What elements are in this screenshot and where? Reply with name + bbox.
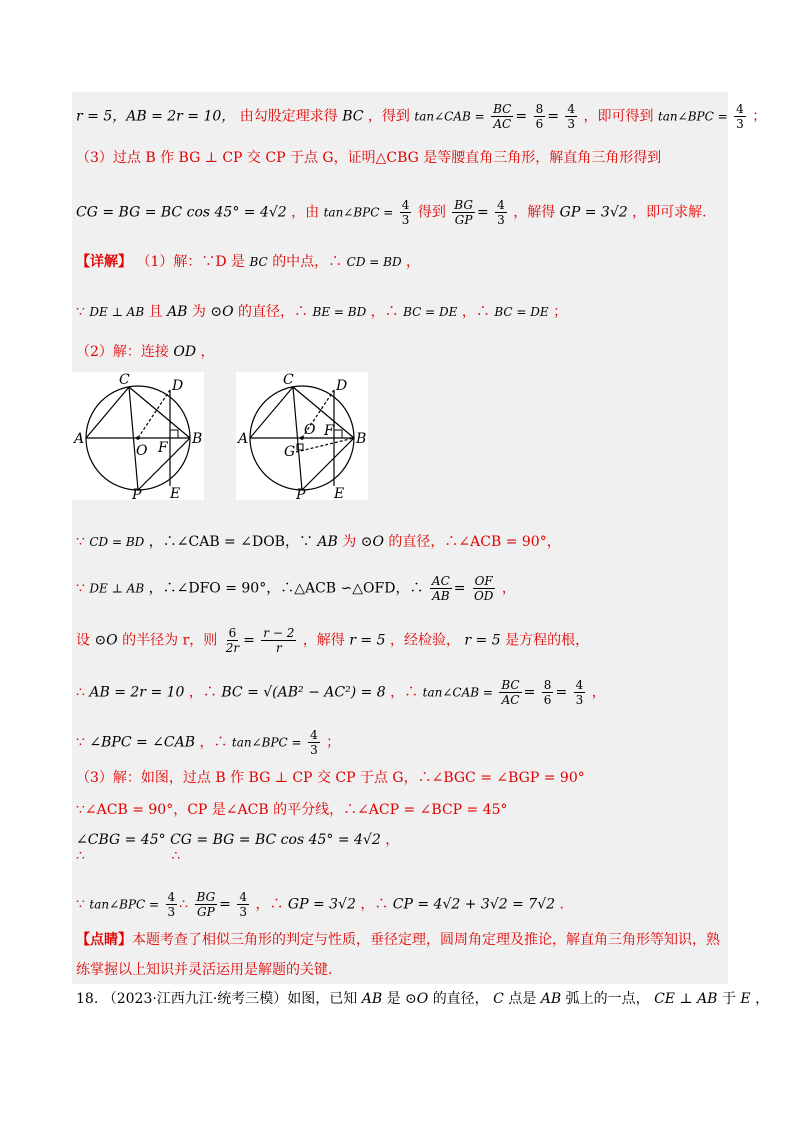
text-segment: ∵: [76, 580, 85, 597]
text-segment: ；: [553, 304, 568, 320]
label-F: F: [324, 423, 334, 439]
text-segment: AB: [540, 991, 562, 1007]
text-segment: AB = 2r = 10: [89, 684, 185, 701]
text-segment: tan∠BPC =: [89, 897, 160, 912]
text-segment: 本题考查了相似三角形的判定与性质，垂径定理，圆周角定理及推论，解直角三角形等知识，熟: [132, 932, 720, 948]
fraction: $\frac{4}{3}$: [401, 198, 410, 227]
label-B: B: [192, 431, 203, 447]
text-segment: BC = DE: [403, 305, 458, 319]
text-segment: ∵: [76, 304, 85, 320]
label-F: F: [158, 440, 168, 456]
text-segment: ⊙O: [210, 304, 234, 320]
label-O: O: [304, 422, 316, 438]
solution-line-8: ∵ DE ⊥ AB ，∴∠DFO = 90°，∴△ACB ∽△OFD，∴ $\frac{AC}{AB}$ = $\frac{OF}{OD}$ ，: [76, 574, 516, 603]
text-segment: ⊙O: [94, 632, 118, 649]
solution-line-17: 练掌握以上知识并灵活运用是解题的关键.: [76, 962, 333, 978]
fraction: $\frac{4}{3}$: [497, 198, 505, 227]
text-segment: OD: [173, 344, 197, 360]
text-segment: CE ⊥ AB: [654, 991, 718, 1007]
text-segment: 的直径，∴∠ACB = 90°，: [388, 534, 561, 550]
label-G: G: [284, 444, 296, 460]
text-segment: （2023·江西九江·统考三模）如图，已知: [102, 991, 358, 1007]
fraction: $\frac{BC}{AC}$: [493, 102, 512, 131]
text-segment: ，即可得到: [583, 108, 654, 125]
text-segment: AB: [317, 534, 338, 550]
comment-tag: 【点睛】: [76, 932, 132, 948]
fraction: $\frac{AC}{AB}$: [431, 574, 450, 603]
text-segment: ，∴: [188, 684, 217, 701]
text-segment: tan∠CAB =: [414, 109, 485, 124]
text-segment: （1）解：∵D 是: [136, 254, 246, 270]
text-segment: C: [493, 991, 504, 1007]
text-segment: ，: [385, 832, 400, 848]
label-D: D: [336, 378, 348, 394]
solution-line-11: [76, 728, 340, 757]
solution-line-9: 设 ⊙O 的半径为 r，则 $\frac{6}{2r}$ = $\frac{r - 2}{r}$ ，解得 r = 5 ，经检验， r = 5 是方程的根，: [76, 626, 590, 655]
label-E: E: [334, 486, 345, 500]
text-segment: 得到: [417, 204, 446, 221]
text-segment: GP = 3√2: [559, 204, 628, 221]
text-segment: ，解得: [513, 204, 556, 221]
label-P: P: [296, 487, 306, 500]
text-segment: CD = BD: [346, 255, 402, 269]
label-C: C: [119, 372, 130, 388]
label-O: O: [136, 443, 148, 459]
text-segment: tan∠BPC =: [323, 205, 394, 220]
label-P: P: [132, 487, 142, 500]
text-segment: BC = DE: [494, 305, 549, 319]
solution-line-13: ∵∠ACB = 90°，CP 是∠ACB 的平分线，∴∠ACP = ∠BCP = 45°: [76, 802, 508, 818]
text-segment: tan∠CAB =: [422, 685, 493, 700]
text-segment: ，: [755, 991, 770, 1007]
text-segment: ，: [200, 344, 215, 360]
text-segment: CG = BG = BC cos 45° = 4√2: [170, 832, 381, 848]
text-segment: ；: [752, 108, 767, 125]
label-A: A: [74, 431, 85, 447]
solution-line-1: r = 5，AB = 2r = 10， 由勾股定理求得 BC ，得到 tan∠CAB = $\frac{BC}{AC}$ = $\frac{8}{6}$ = $\frac{4}{3}$ ，即可得到 tan∠BPC = $\frac{4}{3}$ ；: [76, 102, 767, 131]
fraction: $\frac{r - 2}{r}$: [263, 626, 295, 655]
text-segment: ∵: [76, 896, 85, 913]
text-segment: ，由: [291, 204, 320, 221]
solution-line-2: （3）过点 B 作 BG ⊥ CP 交 CP 于点 G，证明△CBG 是等腰直角三角形，解直角三角形得到: [76, 150, 662, 166]
solution-line-12: （3）解：如图，过点 B 作 BG ⊥ CP 交 CP 于点 G，∴∠BGC = ∠BGP = 90°: [76, 770, 585, 786]
text-segment: 且: [148, 304, 163, 320]
text-segment: BC: [249, 255, 268, 269]
text-segment: ∠CBG = 45°: [76, 832, 166, 848]
solution-line-4: [76, 252, 420, 272]
circle-diagram-1: [72, 372, 204, 500]
text-segment: ，: [591, 684, 606, 701]
text-segment: ∵: [76, 734, 85, 751]
text-segment: （2）解：连接: [76, 344, 169, 360]
text-segment: ∴: [171, 848, 181, 864]
text-segment: 由勾股定理求得: [239, 108, 338, 125]
text-segment: tan∠BPC =: [231, 735, 302, 750]
fraction: $\frac{4}{3}$: [575, 678, 584, 707]
text-segment: DE ⊥ AB: [89, 305, 145, 319]
fraction: $\frac{BG}{GP}$: [454, 198, 473, 227]
text-segment: ∠BPC = ∠CAB: [89, 734, 195, 751]
fraction: $\frac{BG}{GP}$: [196, 890, 216, 919]
text-segment: GP = 3√2: [287, 896, 356, 913]
text-segment: ∴: [76, 684, 85, 701]
text-segment: DE ⊥ AB: [89, 581, 145, 596]
text-segment: AB: [361, 991, 383, 1007]
text-segment: 弧上的一点，: [565, 991, 650, 1007]
text-segment: r = 5，AB = 2r = 10，: [76, 108, 236, 125]
fraction: $\frac{4}{3}$: [239, 890, 247, 919]
text-segment: 点是: [508, 991, 537, 1007]
circle-diagram-2: [236, 372, 368, 500]
text-segment: ⊙O: [360, 534, 384, 550]
solution-line-6: [76, 342, 215, 362]
text-segment: BC: [342, 108, 364, 125]
text-segment: r = 5: [464, 632, 501, 649]
text-segment: ∵: [76, 534, 85, 550]
solution-line-16: [76, 930, 720, 950]
text-segment: ，经检验，: [389, 632, 460, 649]
text-segment: ，∴: [199, 734, 228, 751]
geometry-figure-1: [72, 372, 204, 500]
solution-line-7: [76, 532, 561, 552]
text-segment: 为: [342, 534, 357, 550]
fraction: $\frac{BC}{AC}$: [501, 678, 520, 707]
solution-line-3: CG = BG = BC cos 45° = 4√2 ，由 tan∠BPC = $\frac{4}{3}$ 得到 $\frac{BG}{GP}$ = $\frac{4}{3}$ ，解得 GP = 3√2 ，即可求解.: [76, 198, 707, 227]
text-segment: ，∴∠CAB = ∠DOB，∵: [148, 534, 313, 550]
label-D: D: [172, 378, 184, 394]
fraction: $\frac{8}{6}$: [543, 678, 552, 707]
text-segment: CP = 4√2 + 3√2 = 7√2: [392, 896, 556, 913]
text-segment: BC = √(AB² − AC²) = 8: [221, 684, 386, 701]
text-segment: ，∴∠DFO = 90°，∴△ACB ∽△OFD，∴: [148, 580, 424, 597]
label-C: C: [283, 372, 294, 388]
text-segment: ，: [501, 580, 516, 597]
text-segment: BE = BD: [312, 305, 367, 319]
text-segment: ，∴: [360, 896, 389, 913]
text-segment: ，即可求解.: [632, 204, 707, 221]
solution-line-10: ∴ AB = 2r = 10 ，∴ BC = √(AB² − AC²) = 8 ，∴ tan∠CAB = $\frac{BC}{AC}$ = $\frac{8}{6}$ = $\frac{4}{3}$ ，: [76, 678, 606, 707]
text-segment: ∴: [76, 848, 85, 864]
fraction: $\frac{4}{3}$: [736, 102, 744, 131]
text-segment: ，解得: [302, 632, 345, 649]
question-18: [76, 988, 769, 1008]
text-segment: E: [740, 991, 751, 1007]
fraction: $\frac{4}{3}$: [310, 728, 318, 757]
text-segment: ，得到: [367, 108, 410, 125]
fraction: $\frac{4}{3}$: [567, 102, 576, 131]
solution-line-15: ∵ tan∠BPC = $\frac{4}{3}$ ∴ $\frac{BG}{GP}$ = $\frac{4}{3}$ ，∴ GP = 3√2 ，∴ CP = 4√2 + 3√2 = 7√2 .: [76, 890, 564, 919]
solution-line-14-symbols: [76, 846, 180, 866]
text-segment: ；: [326, 734, 341, 751]
solution-line-5: [76, 302, 567, 322]
label-E: E: [170, 486, 181, 500]
text-segment: 为: [191, 304, 206, 320]
text-segment: 的直径，: [432, 991, 489, 1007]
text-segment: CG = BG = BC cos 45° = 4√2: [76, 204, 287, 221]
fraction: $\frac{6}{2r}$: [225, 626, 240, 655]
text-segment: ，∴: [255, 896, 284, 913]
text-segment: r = 5: [349, 632, 386, 649]
text-segment: ⊙O: [405, 991, 429, 1007]
text-segment: 是方程的根，: [505, 632, 590, 649]
fraction: $\frac{4}{3}$: [167, 890, 176, 919]
fraction: $\frac{8}{6}$: [535, 102, 544, 131]
text-segment: ，: [406, 254, 421, 270]
text-segment: .: [559, 896, 564, 913]
text-segment: ，∴: [390, 684, 419, 701]
text-segment: tan∠BPC =: [657, 109, 728, 124]
label-B: B: [356, 431, 367, 447]
text-segment: 的半径为 r，则: [122, 632, 218, 649]
text-segment: AB: [167, 304, 188, 320]
text-segment: ，∴: [461, 304, 490, 320]
text-segment: 于: [721, 991, 736, 1007]
geometry-figure-2: [236, 372, 368, 500]
text-segment: 的直径，∴: [238, 304, 309, 320]
text-segment: CD = BD: [89, 535, 145, 549]
fraction: $\frac{OF}{OD}$: [473, 574, 494, 603]
text-segment: ，∴: [370, 304, 399, 320]
text-segment: 的中点，∴: [272, 254, 343, 270]
text-segment: 是: [386, 991, 401, 1007]
detail-tag: 【详解】: [76, 254, 132, 270]
question-number: 18.: [76, 991, 99, 1007]
label-A: A: [238, 431, 249, 447]
text-segment: 设: [76, 632, 90, 649]
